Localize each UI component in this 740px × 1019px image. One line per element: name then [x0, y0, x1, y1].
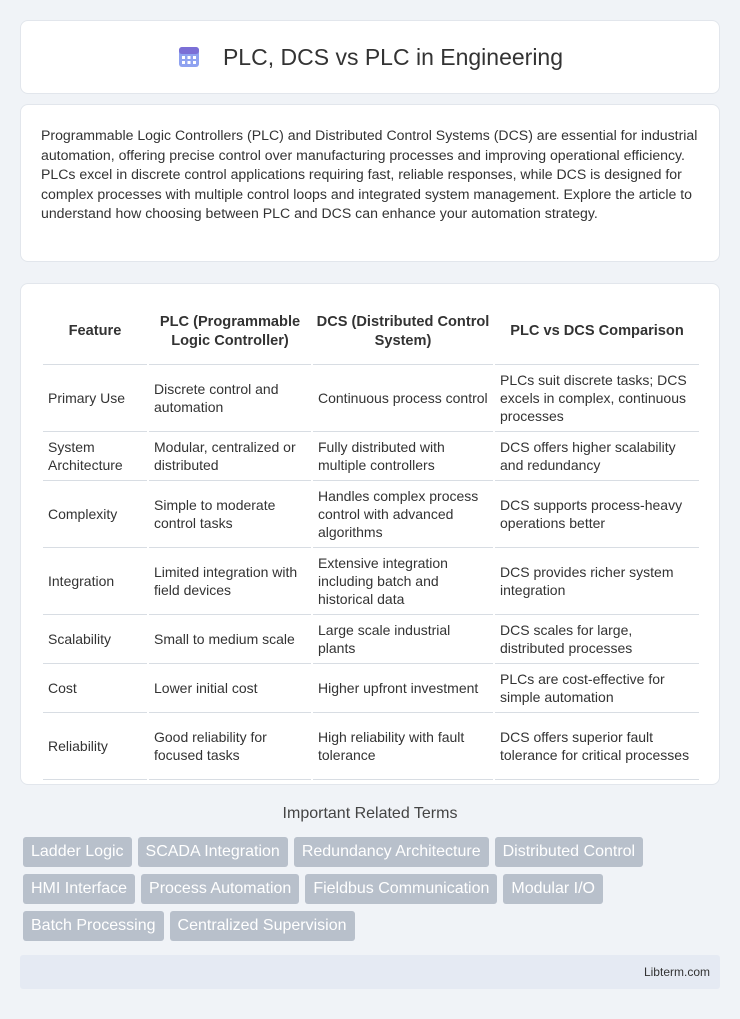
- table-cell: PLCs are cost-effective for simple automation: [494, 663, 699, 712]
- comparison-table: [43, 300, 699, 780]
- tag-process-automation[interactable]: Process Automation: [141, 874, 299, 904]
- column-header: PLC (Programmable Logic Controller): [148, 300, 312, 364]
- footer: [20, 955, 720, 989]
- table-cell: Simple to moderate control tasks: [148, 480, 312, 547]
- table-cell: DCS offers superior fault tolerance for critical processes: [494, 712, 699, 779]
- table-cell: Higher upfront investment: [312, 663, 494, 712]
- table-cell: Small to medium scale: [148, 614, 312, 663]
- table-row: [43, 663, 699, 712]
- table-cell: Cost: [43, 663, 148, 712]
- table-cell: Good reliability for focused tasks: [148, 712, 312, 779]
- table-cell: DCS scales for large, distributed processes: [494, 614, 699, 663]
- table-row: [43, 431, 699, 480]
- title-card: [20, 20, 720, 94]
- table-cell: DCS offers higher scalability and redundancy: [494, 431, 699, 480]
- footer-site-link[interactable]: Libterm.com: [643, 965, 710, 979]
- table-row: [43, 614, 699, 663]
- tag-redundancy-architecture[interactable]: Redundancy Architecture: [294, 837, 489, 867]
- column-header: Feature: [43, 300, 148, 364]
- tag-modular-io[interactable]: Modular I/O: [503, 874, 603, 904]
- tag-ladder-logic[interactable]: Ladder Logic: [23, 837, 132, 867]
- table-cell: High reliability with fault tolerance: [312, 712, 494, 779]
- tag-hmi-interface[interactable]: HMI Interface: [23, 874, 135, 904]
- column-header: DCS (Distributed Control System): [312, 300, 494, 364]
- table-row: [43, 547, 699, 614]
- related-terms-tags: [23, 837, 717, 941]
- table-cell: PLCs suit discrete tasks; DCS excels in complex, continuous processes: [494, 364, 699, 431]
- table-cell: System Architecture: [43, 431, 148, 480]
- table-cell: Limited integration with field devices: [148, 547, 312, 614]
- table-row: [43, 364, 699, 431]
- tag-distributed-control[interactable]: Distributed Control: [495, 837, 644, 867]
- comparison-table-card: [20, 283, 720, 785]
- table-cell: Large scale industrial plants: [312, 614, 494, 663]
- table-cell: Reliability: [43, 712, 148, 779]
- table-cell: Handles complex process control with advanced algorithms: [312, 480, 494, 547]
- page-title: PLC, DCS vs PLC in Engineering: [222, 43, 564, 70]
- table-cell: DCS supports process-heavy operations better: [494, 480, 699, 547]
- related-terms-heading: Important Related Terms: [282, 805, 458, 822]
- table-cell: Lower initial cost: [148, 663, 312, 712]
- table-row: [43, 480, 699, 547]
- tag-batch-processing[interactable]: Batch Processing: [23, 911, 164, 941]
- table-cell: Scalability: [43, 614, 148, 663]
- tag-centralized-supervision[interactable]: Centralized Supervision: [170, 911, 355, 941]
- intro-card: [20, 104, 720, 262]
- table-row: [43, 712, 699, 779]
- table-cell: Extensive integration including batch and historical data: [312, 547, 494, 614]
- table-cell: Fully distributed with multiple controllers: [312, 431, 494, 480]
- table-cell: DCS provides richer system integration: [494, 547, 699, 614]
- table-cell: Continuous process control: [312, 364, 494, 431]
- column-header: PLC vs DCS Comparison: [494, 300, 699, 364]
- intro-paragraph: Programmable Logic Controllers (PLC) and Distributed Control Systems (DCS) are essential for industrial automation, offering precise control over manufacturing processes and improving operational efficiency. PLCs excel in discrete control applications requiring fast, reliable responses, while DCS is designed for complex processes with multiple control loops and integrated system management. Explore the article to understand how choosing between PLC and DCS can enhance your automation strategy.: [41, 127, 698, 222]
- table-cell: Integration: [43, 547, 148, 614]
- table-cell: Complexity: [43, 480, 148, 547]
- table-cell: Modular, centralized or distributed: [148, 431, 312, 480]
- spreadsheet-icon: [177, 45, 201, 69]
- tag-scada-integration[interactable]: SCADA Integration: [138, 837, 288, 867]
- tag-fieldbus-communication[interactable]: Fieldbus Communication: [305, 874, 497, 904]
- table-cell: Primary Use: [43, 364, 148, 431]
- table-header-row: [43, 300, 699, 364]
- table-cell: Discrete control and automation: [148, 364, 312, 431]
